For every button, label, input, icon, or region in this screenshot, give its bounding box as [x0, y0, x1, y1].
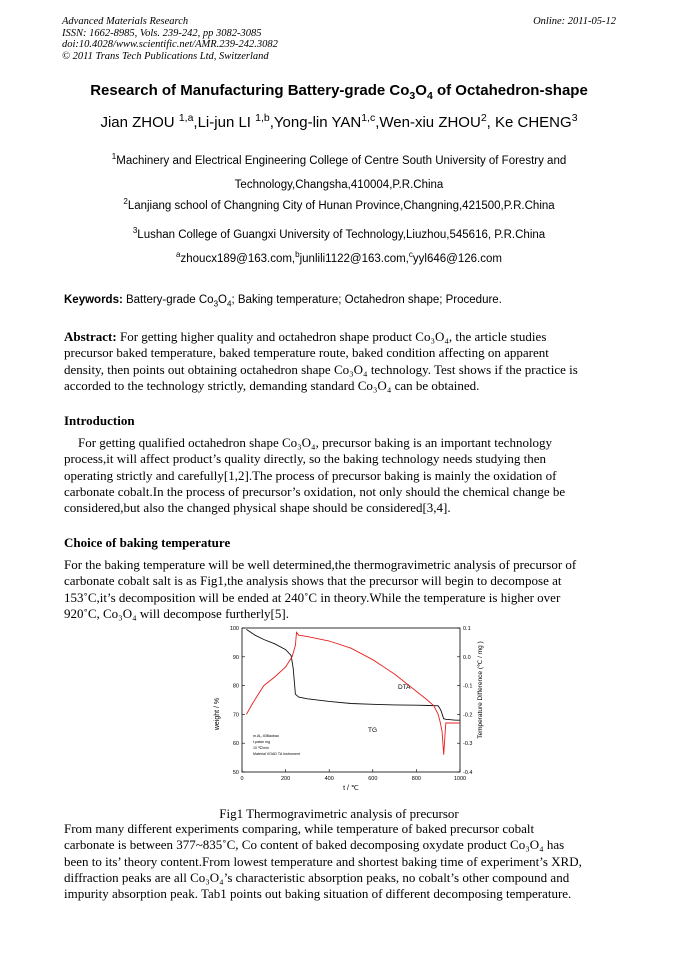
x-tick-label: 400	[324, 776, 334, 782]
section-heading: Choice of baking temperature	[64, 535, 231, 550]
legend-line: 10 ℃/min	[253, 746, 269, 750]
author: Jian ZHOU $^{1,a}$	[100, 112, 194, 131]
x-tick-label: 800	[411, 776, 421, 782]
abstract: Abstract: For getting higher quality and octahedron shape product Co₃O₄, the article studies precursor baked temperature, baked temperature route, baked condition affecting on apparent density, then points out obtaining octahedron shape Co₃O₄ technology. Test shows if the practice is accorded to the technology strictly, demanding standard Co₃O₄ can be obtained.	[64, 329, 578, 393]
affiliation-3: $^3$Lushan College of Guangxi University of Technology,Liuzhou,545616, P.R.China	[132, 226, 546, 241]
tg-series-line	[246, 629, 460, 720]
author-emails: $^a$zhoucx189@163.com,$^b$junlili1122@163.com,$^c$yyl646@126.com	[176, 250, 502, 265]
y2-tick-label: -0.2	[463, 712, 473, 719]
x-tick-label: 600	[368, 776, 378, 782]
email-link[interactable]: zhoucx189@163.com,	[180, 253, 296, 265]
y2-tick-label: -0.4	[463, 770, 473, 776]
legend-line: m.Al₂ 40Baobao	[253, 734, 279, 738]
email-link[interactable]: junlili1122@163.com,	[299, 253, 409, 265]
affiliation-2: $^2$Lanjiang school of Changning City of Hunan Province,Changning,421500,P.R.China	[123, 197, 555, 212]
abstract-label: Abstract:	[64, 329, 117, 344]
dta-curve-label: DTA	[398, 684, 411, 691]
left-axis-label: weight / %	[214, 697, 221, 731]
paper-title: Research of Manufacturing Battery-grade $Co_3O_4$ of Octahedron-shape	[90, 82, 588, 102]
keywords: Keywords: Battery-grade $Co_3O_4$; Baking temperature; Octahedron shape; Procedure.	[64, 294, 502, 309]
y-tick-label: 70	[232, 712, 239, 719]
x-tick-label: 0	[240, 776, 244, 782]
y2-tick-label: -0.1	[463, 683, 473, 690]
author: Li-jun LI $^{1,b}$	[197, 112, 270, 131]
journal-name: Advanced Materials Research	[62, 16, 189, 27]
section-heading: Introduction	[64, 413, 135, 428]
copyright-line: © 2011 Trans Tech Publications Ltd, Switzerland	[62, 50, 269, 62]
figure-caption: Fig1 Thermogravimetric analysis of precursor	[219, 806, 459, 821]
x-tick-label: 1000	[453, 776, 467, 782]
author: Ke CHENG$^3$	[495, 112, 578, 131]
x-axis-label: t / ℃	[343, 785, 359, 792]
y2-tick-label: 0.1	[463, 626, 471, 632]
y2-tick-label: -0.3	[463, 741, 473, 748]
legend-line: t.patan mg	[253, 740, 270, 744]
introduction-body: For getting qualified octahedron shape Co₃O₄, precursor baking is an important technology process,it will affect product’s quality directly, so the baking technology needs studying then operating strictly and carefully[1,2].The process of precursor baking is mainly the oxidation of carbonate cobalt.In the process of precursor’s oxidation, not only should the chemical change be considered,but also the changed physical shape should be considered[3,4].	[64, 435, 566, 516]
tg-dta-chart	[205, 622, 495, 794]
choice-body: For the baking temperature will be well determined,the thermogravimetric analysis of precursor of carbonate cobalt salt is as Fig1,the analysis shows that the precursor will begin to decompose at 153˚C,it’s decomposition will be ended at 240˚C in theory.While the temperature is higher over 920˚C, Co₃O₄ will decompose furtherly[5].	[64, 557, 577, 621]
online-date: Online: 2011-05-12	[533, 16, 616, 27]
y-tick-label: 100	[229, 626, 239, 632]
y-tick-label: 60	[232, 741, 239, 748]
author: Yong-lin YAN$^{1,c}$	[273, 112, 376, 131]
doi-line: doi:10.4028/www.scientific.net/AMR.239-242.3082	[62, 39, 278, 50]
chart-legend	[253, 734, 300, 756]
results-body: From many different experiments comparing, while temperature of baked precursor cobalt carbonate is between 377~835˚C, Co content of baked decomposing oxydate product Co₃O₄ has been to its’ theory content.From lowest temperature and shortest baking time of experiment’s XRD, diffraction peaks are all Co₃O₄’s characteristic absorption peaks, no cobalt’s other compound and impurity absorption peak. Tab1 points out baking situation of different decomposing temperature.	[64, 821, 582, 902]
author: Wen-xiu ZHOU$^2$	[379, 112, 487, 131]
affiliation-1: $^1$Machinery and Electrical Engineering College of Centre South University of Forestry and Technology,Changsha,410004,P.R.China	[111, 152, 567, 191]
right-axis-label: Temperature Difference (℃ / mg )	[477, 641, 484, 739]
y-tick-label: 80	[232, 683, 239, 690]
legend-line: Material VOAD TA Instrument	[253, 752, 301, 756]
y-tick-label: 50	[232, 770, 239, 776]
author-list: Jian ZHOU $^{1,a}$,Li-jun LI $^{1,b}$,Yong-lin YAN$^{1,c}$,Wen-xiu ZHOU$^2$, Ke CHENG$^3$	[100, 112, 578, 131]
y-tick-label: 90	[232, 654, 239, 661]
y2-tick-label: 0.0	[463, 654, 471, 661]
running-header	[62, 16, 362, 62]
email-link[interactable]: yyl646@126.com	[412, 253, 502, 265]
issn-line: ISSN: 1662-8985, Vols. 239-242, pp 3082-3085	[62, 27, 262, 39]
x-tick-label: 200	[281, 776, 291, 782]
tg-curve-label: TG	[368, 727, 378, 734]
